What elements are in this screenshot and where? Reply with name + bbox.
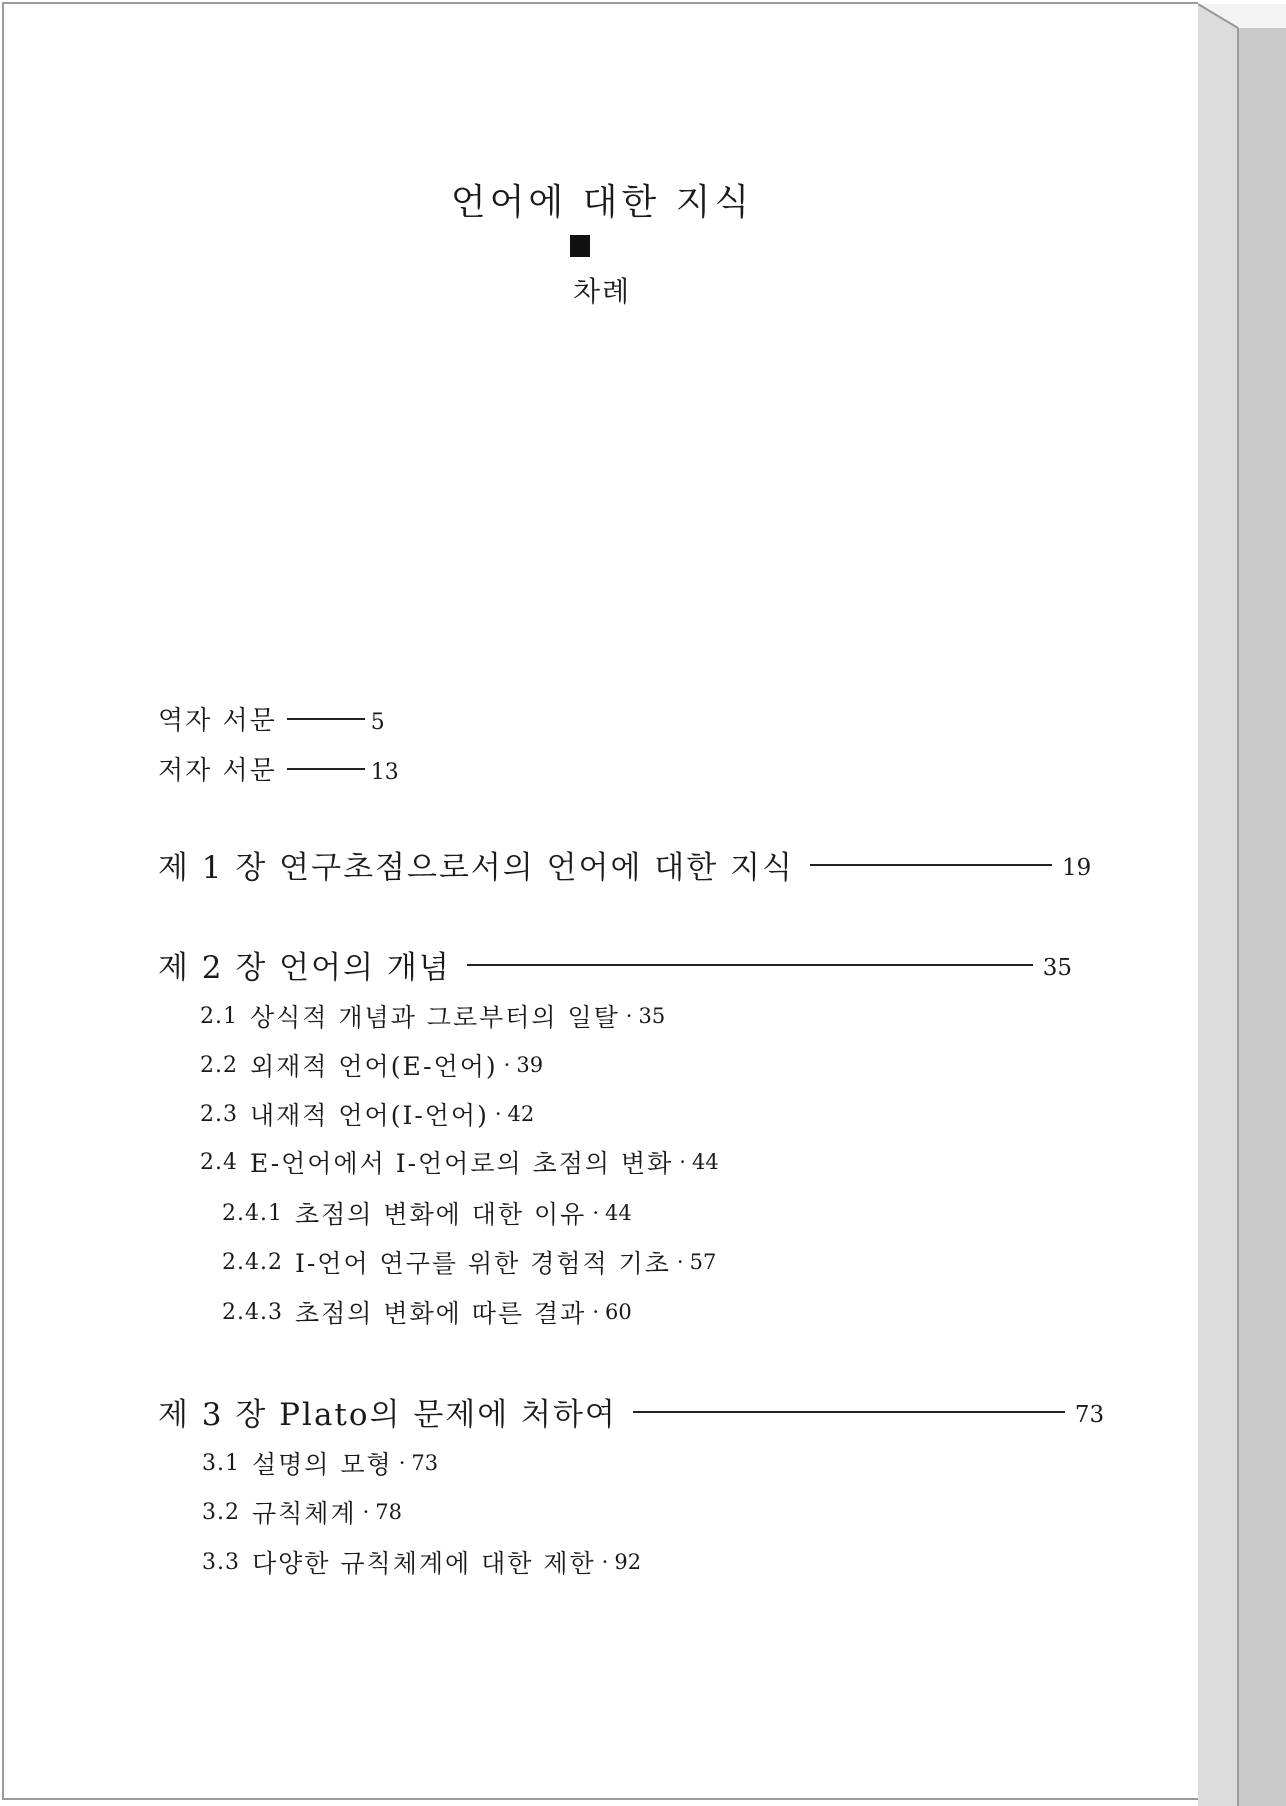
section-title: 설명의 모형 bbox=[252, 1450, 393, 1479]
book-title: 언어에 대한 지식 bbox=[450, 182, 754, 223]
toc-chapter-label: 제 2 장 언어의 개념 bbox=[158, 950, 451, 986]
leader-line bbox=[467, 964, 1033, 966]
toc-subsection[interactable] bbox=[222, 1195, 632, 1231]
section-title: I-언어 연구를 위한 경험적 기초 bbox=[294, 1249, 671, 1278]
separator-dot: · bbox=[494, 1102, 502, 1126]
section-number: 2.4.3 bbox=[222, 1299, 283, 1325]
toc-page-number: 35 bbox=[1042, 954, 1073, 981]
separator-dot: · bbox=[676, 1250, 684, 1274]
section-title: 초점의 변화에 대한 이유 bbox=[294, 1200, 587, 1229]
toc-chapter-label: 제 3 장 Plato의 문제에 처하여 bbox=[158, 1397, 617, 1433]
separator-dot: · bbox=[625, 1004, 633, 1028]
toc-section[interactable] bbox=[200, 998, 665, 1034]
toc-section[interactable] bbox=[200, 1047, 543, 1083]
section-page-number: 42 bbox=[507, 1102, 535, 1126]
leader-line bbox=[633, 1411, 1065, 1413]
toc-section[interactable] bbox=[200, 1144, 719, 1180]
contents-heading: 차례 bbox=[572, 275, 632, 308]
section-title: 내재적 언어(I-언어) bbox=[250, 1101, 489, 1130]
section-number: 3.1 bbox=[202, 1450, 240, 1476]
section-page-number: 78 bbox=[375, 1500, 403, 1524]
toc-entry-front[interactable] bbox=[158, 750, 399, 787]
toc-chapter-1[interactable] bbox=[158, 842, 1091, 887]
toc-entry-front[interactable] bbox=[158, 700, 385, 737]
section-page-number: 92 bbox=[614, 1550, 642, 1574]
toc-section[interactable] bbox=[202, 1445, 438, 1481]
separator-dot: · bbox=[592, 1201, 600, 1225]
section-page-number: 73 bbox=[411, 1451, 439, 1475]
toc-subsection[interactable] bbox=[222, 1294, 632, 1330]
section-number: 3.2 bbox=[202, 1499, 240, 1525]
section-number: 2.2 bbox=[200, 1052, 238, 1078]
toc-page-number: 73 bbox=[1074, 1401, 1105, 1428]
toc-chapter-2[interactable] bbox=[158, 942, 1072, 987]
toc-chapter-3[interactable] bbox=[158, 1389, 1104, 1434]
separator-dot: · bbox=[503, 1053, 511, 1077]
toc-chapter-label: 제 1 장 연구초점으로서의 언어에 대한 지식 bbox=[158, 850, 794, 886]
toc-section[interactable] bbox=[202, 1494, 402, 1530]
toc-entry-label: 역자 서문 bbox=[158, 706, 277, 736]
toc-page-number: 13 bbox=[370, 760, 399, 785]
section-title: 상식적 개념과 그로부터의 일탈 bbox=[250, 1003, 620, 1032]
leader-line bbox=[287, 768, 365, 770]
section-title: 다양한 규칙체계에 대한 제한 bbox=[252, 1549, 596, 1578]
section-number: 3.3 bbox=[202, 1549, 240, 1575]
section-title: 초점의 변화에 따른 결과 bbox=[294, 1299, 587, 1328]
toc-entry-label: 저자 서문 bbox=[158, 756, 277, 786]
section-number: 2.1 bbox=[200, 1003, 238, 1029]
book-page bbox=[2, 2, 1198, 1800]
leader-line bbox=[287, 718, 365, 720]
toc-section[interactable] bbox=[200, 1096, 534, 1132]
section-page-number: 39 bbox=[516, 1053, 544, 1077]
leader-line bbox=[810, 864, 1052, 866]
section-title: 외재적 언어(E-언어) bbox=[250, 1052, 498, 1081]
separator-dot: · bbox=[362, 1500, 370, 1524]
section-number: 2.3 bbox=[200, 1101, 238, 1127]
section-title: 규칙체계 bbox=[252, 1499, 357, 1528]
separator-dot: · bbox=[398, 1451, 406, 1475]
separator-dot: · bbox=[601, 1550, 609, 1574]
toc-page-number: 5 bbox=[370, 710, 385, 735]
section-number: 2.4.1 bbox=[222, 1200, 283, 1226]
section-page-number: 44 bbox=[605, 1201, 632, 1225]
section-title: E-언어에서 I-언어로의 초점의 변화 bbox=[250, 1149, 674, 1178]
section-number: 2.4 bbox=[200, 1149, 238, 1175]
separator-dot: · bbox=[679, 1150, 686, 1174]
section-page-number: 57 bbox=[689, 1250, 717, 1274]
section-page-number: 44 bbox=[691, 1150, 719, 1174]
section-page-number: 35 bbox=[638, 1004, 666, 1028]
toc-section[interactable] bbox=[202, 1544, 641, 1580]
black-square-ornament bbox=[570, 235, 590, 257]
separator-dot: · bbox=[592, 1300, 600, 1324]
toc-page-number: 19 bbox=[1061, 854, 1092, 881]
section-page-number: 60 bbox=[605, 1300, 632, 1324]
toc-subsection[interactable] bbox=[222, 1244, 716, 1280]
section-number: 2.4.2 bbox=[222, 1249, 283, 1275]
